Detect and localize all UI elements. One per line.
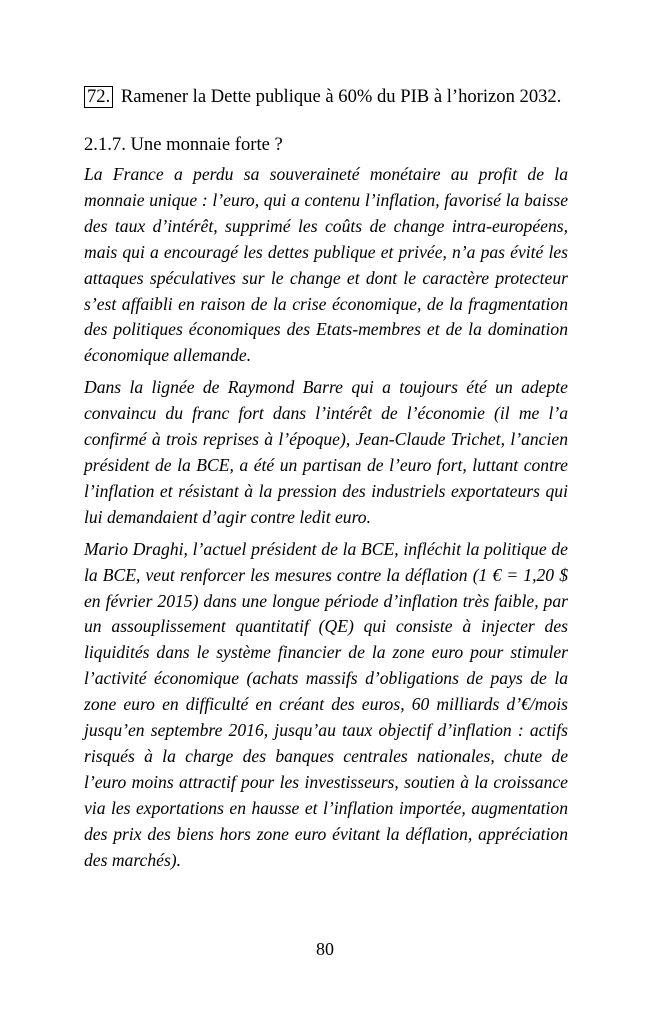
paragraph: La France a perdu sa souveraineté monétaire au profit de la monnaie unique : l’euro, qui a contenu l’inflation, favorisé la baisse des taux d’intérêt, supprimé les coûts de change intra-européens, mais qui a encouragé les dettes publique et privée, n’a pas évité les attaques spéculatives sur le change et dont le caractère protecteur s’est affaibli en raison de la crise économique, de la fragmentation des politiques économiques des Etats-membres et de la domination économique allemande. [84,164,568,366]
page-body [84,84,568,879]
section-heading: 2.1.7. Une monnaie forte ? [84,134,283,155]
measure-text: Ramener la Dette publique à 60% du PIB à l’horizon 2032. [120,86,562,107]
paragraph: Mario Draghi, l’actuel président de la BCE, infléchit la politique de la BCE, veut renforcer les mesures contre la déflation (1 € = 1,20 $ en février 2015) dans une longue période d’inflation très faible, par un assouplissement quantitatif (QE) qui consiste à injecter des liquidités dans le système financier de la zone euro pour stimuler l’activité économique (achats massifs d’obligations de pays de la zone euro en difficulté en créant des euros, 60 milliards d’€/mois jusqu’en septembre 2016, jusqu’au taux objectif d’inflation : actifs risqués à la charge des banques centrales nationales, chute de l’euro moins attractif pour les investisseurs, soutien à la croissance via les exportations en hausse et l’inflation importée, augmentation des prix des biens hors zone euro évitant la déflation, appréciation des marchés). [84,538,568,870]
page-number: 80 [316,939,334,959]
measure-item [84,84,568,110]
paragraph: Dans la lignée de Raymond Barre qui a toujours été un adepte convaincu du franc fort dans l’intérêt de l’économie (il me l’a confirmé à trois reprises à l’époque), Jean-Claude Trichet, l’ancien président de la BCE, a été un partisan de l’euro fort, luttant contre l’inflation et résistant à la pression des industriels exportateurs qui lui demandaient d’agir contre ledit euro. [84,377,568,527]
measure-number: 72. [84,86,113,108]
